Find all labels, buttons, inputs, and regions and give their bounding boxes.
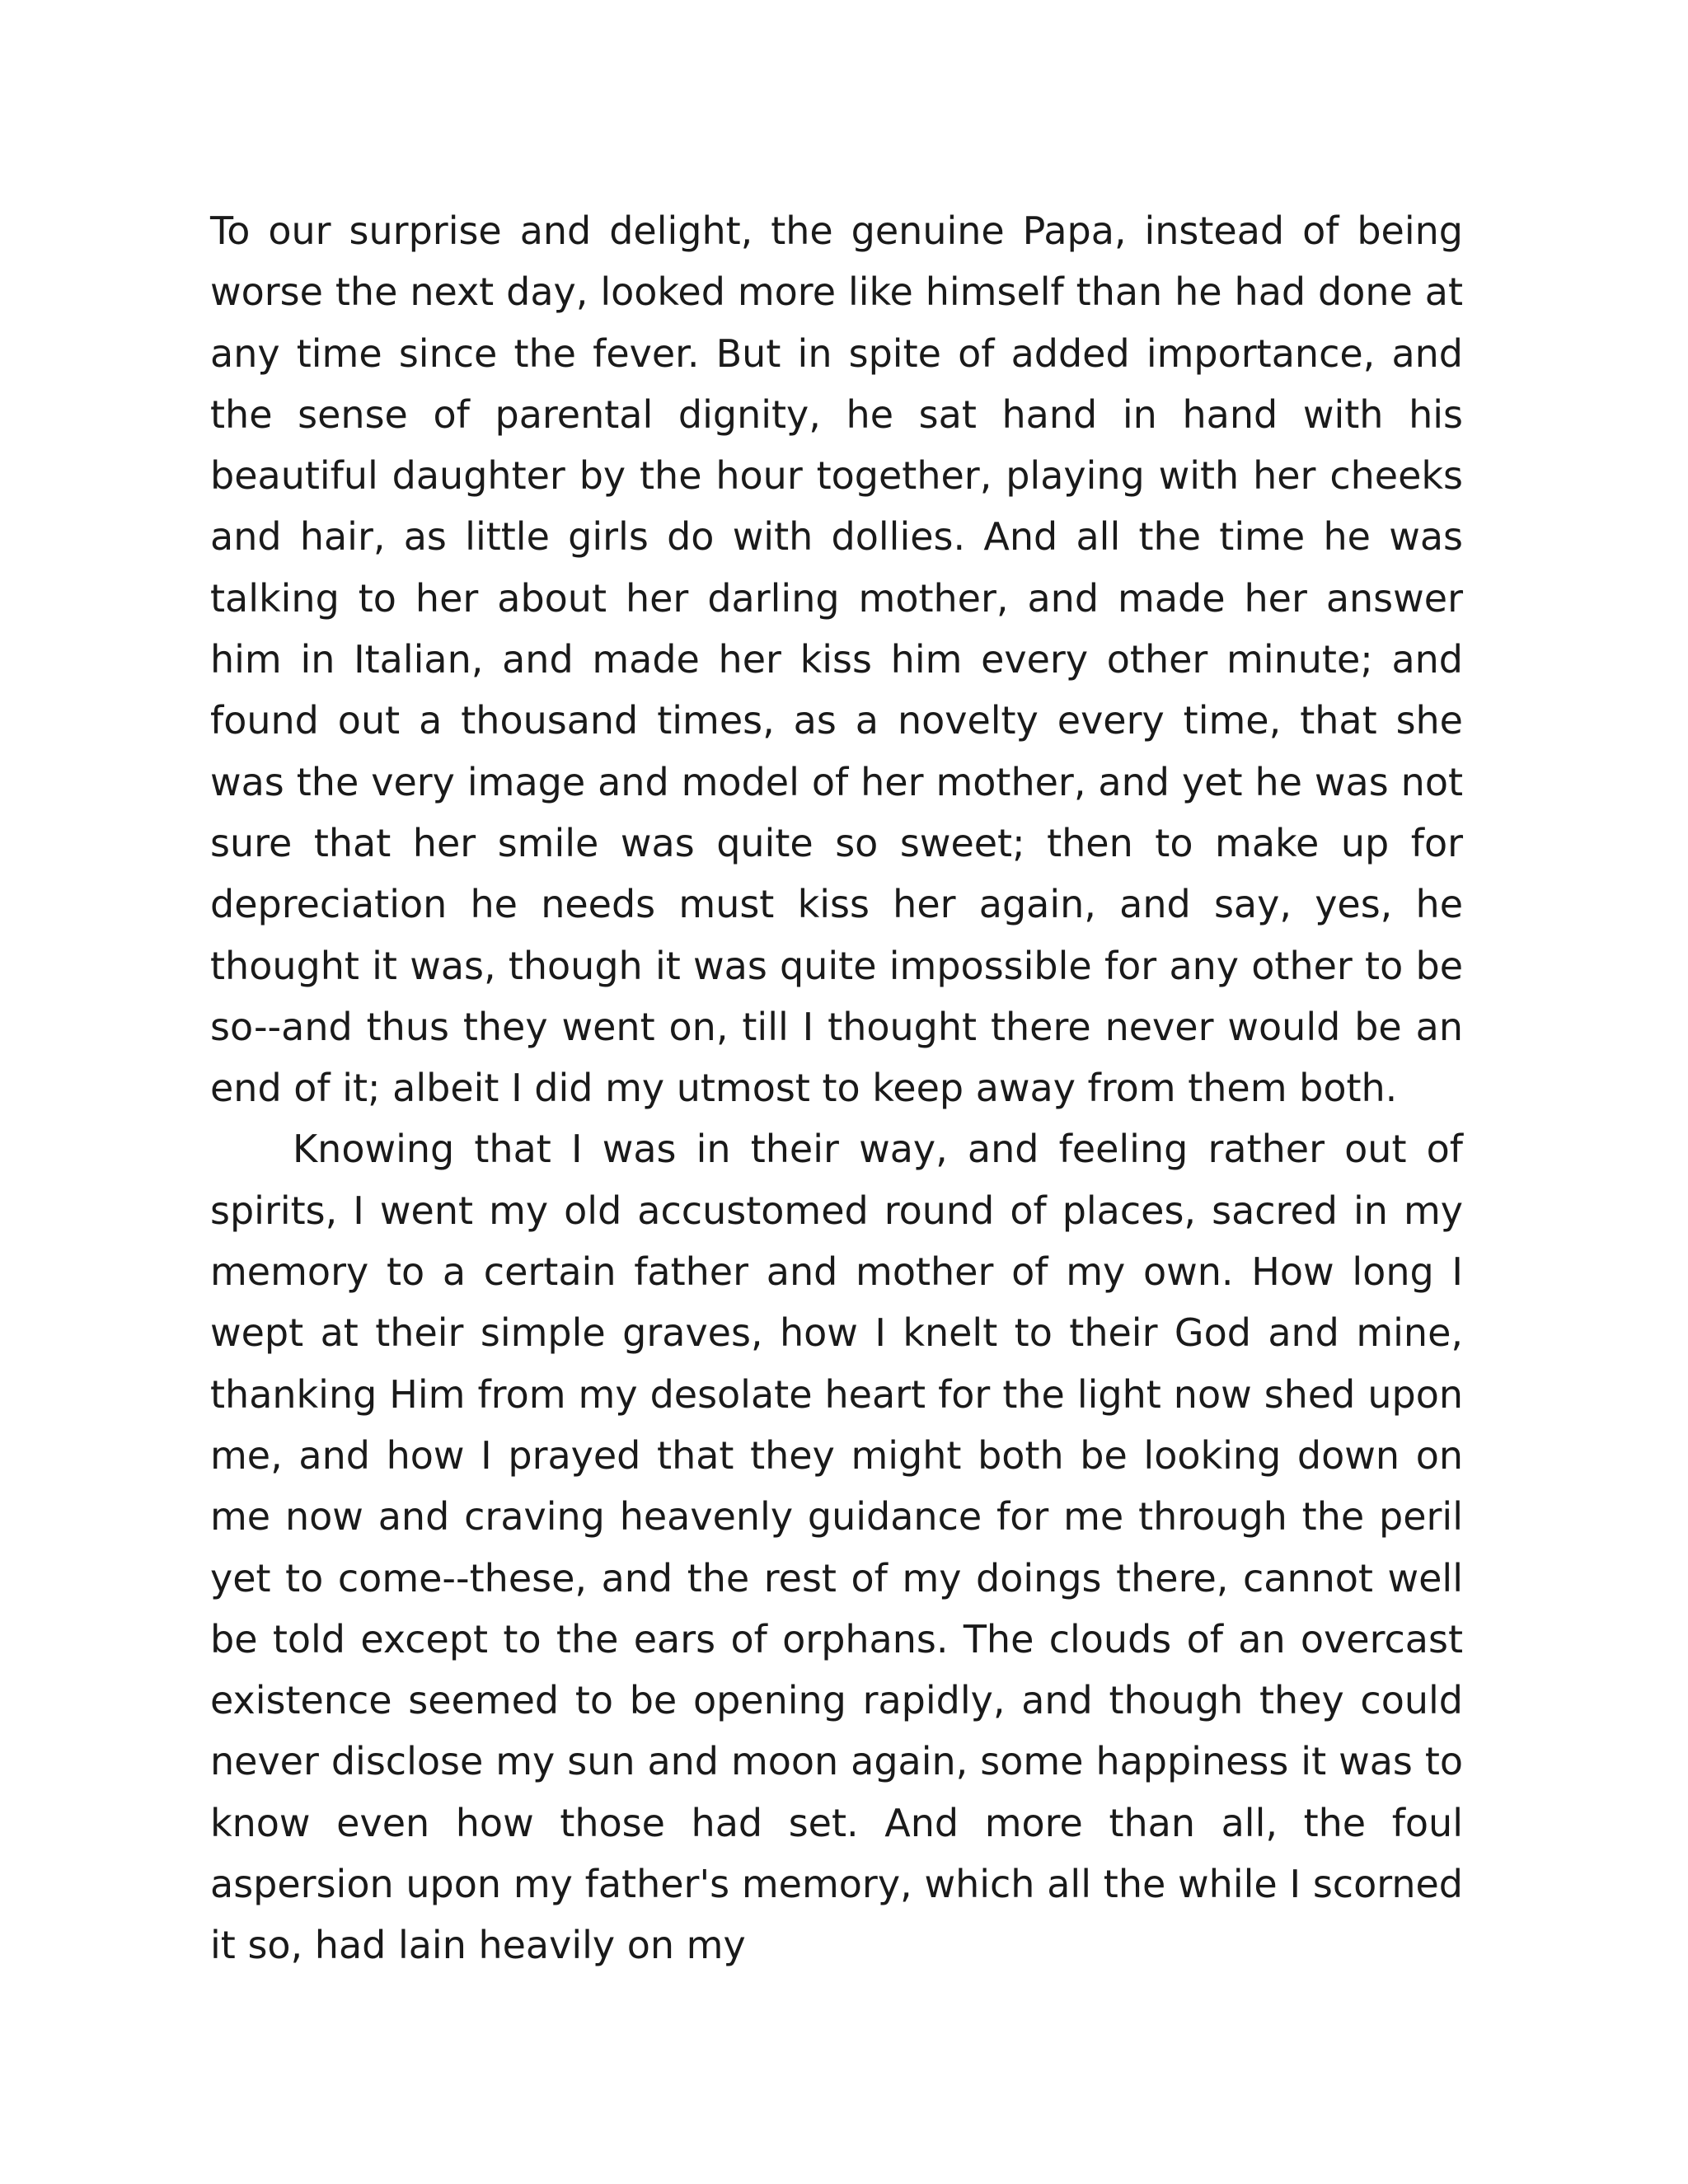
body-text	[210, 200, 1463, 1976]
paragraph-1: To our surprise and delight, the genuine Papa, instead of being worse the next day, looked more like himself than he had done at any time since the fever. But in spite of added importance, and the sense of parental dignity, he sat hand in hand with his beautiful daughter by the hour together, playing with her cheeks and hair, as little girls do with dollies. And all the time he was talking to her about her darling mother, and made her answer him in Italian, and made her kiss him every other minute; and found out a thousand times, as a novelty every time, that she was the very image and model of her mother, and yet he was not sure that her smile was quite so sweet; then to make up for depreciation he needs must kiss her again, and say, yes, he thought it was, though it was quite impossible for any other to be so--and thus they went on, till I thought there never would be an end of it; albeit I did my utmost to keep away from them both.	[210, 209, 1463, 1111]
paragraph-2: Knowing that I was in their way, and feeling rather out of spirits, I went my old accustomed round of places, sacred in my memory to a certain father and mother of my own. How long I wept at their simple graves, how I knelt to their God and mine, thanking Him from my desolate heart for the light now shed upon me, and how I prayed that they might both be looking down on me now and craving heavenly guidance for me through the peril yet to come--these, and the rest of my doings there, cannot well be told except to the ears of orphans. The clouds of an overcast existence seemed to be opening rapidly, and though they could never disclose my sun and moon again, some happiness it was to know even how those had set. And more than all, the foul aspersion upon my father's memory, which all the while I scorned it so, had lain heavily on my	[210, 1127, 1463, 1968]
